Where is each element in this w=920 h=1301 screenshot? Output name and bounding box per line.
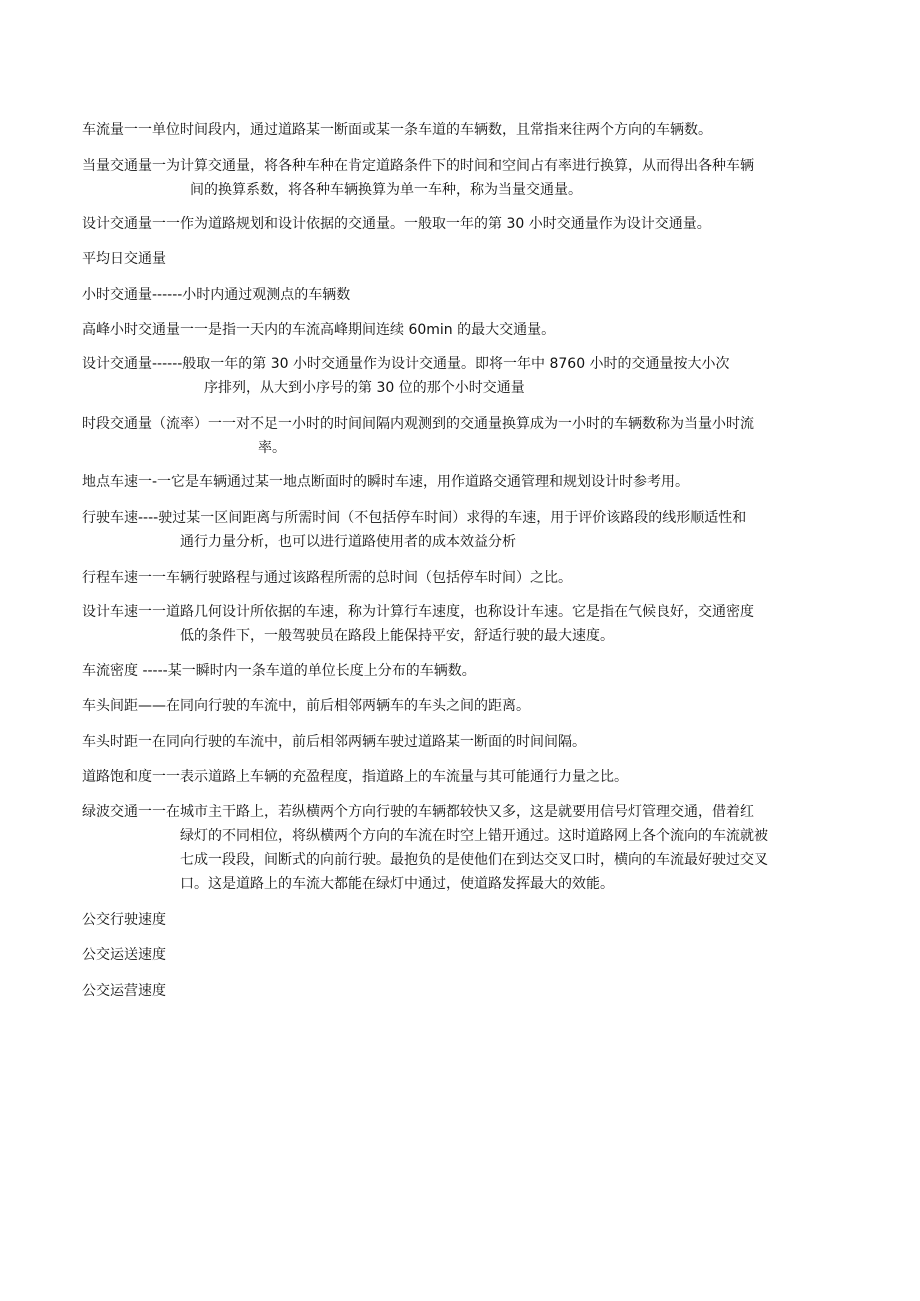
entry-line: 设计交通量------般取一年的第 30 小时交通量作为设计交通量。即将一年中 8760 小时的交通量按大小次 [82, 356, 730, 372]
entry-line: 车流密度 -----某一瞬时内一条车道的单位长度上分布的车辆数。 [82, 663, 476, 679]
entry-line: 车头间距——在同向行驶的车流中，前后相邻两辆车的车头之间的距离。 [82, 698, 530, 714]
entry-line: 绿灯的不同相位，将纵横两个方向的车流在时空上错开通过。这时道路网上各个流向的车流就被 [180, 828, 768, 844]
entry-line: 口。这是道路上的车流大都能在绿灯中通过，使道路发挥最大的效能。 [180, 876, 614, 892]
entry-green-wave-traffic [82, 800, 832, 896]
entry-design-traffic-volume-2 [82, 352, 832, 400]
entry-period-traffic-volume [82, 412, 832, 460]
entry-line: 车头时距一在同向行驶的车流中，前后相邻两辆车驶过道路某一断面的时间间隔。 [82, 734, 586, 750]
entry-headway-distance [82, 694, 832, 718]
entry-road-saturation [82, 765, 832, 789]
entry-line: 序排列，从大到小序号的第 30 位的那个小时交通量 [204, 380, 525, 396]
entry-line: 当量交通量一为计算交通量，将各种车种在肯定道路条件下的时间和空间占有率进行换算，从而得出各种车辆 [82, 158, 754, 174]
entry-bus-running-speed [82, 908, 832, 932]
entry-line: 高峰小时交通量一一是指一天内的车流高峰期间连续 60min 的最大交通量。 [82, 322, 556, 338]
entry-line: 率。 [258, 440, 286, 456]
entry-line: 间的换算系数，将各种车辆换算为单一车种，称为当量交通量。 [190, 182, 582, 198]
entry-line: 七成一段段，间断式的向前行驶。最抱负的是使他们在到达交叉口时，横向的车流最好驶过交叉 [180, 852, 768, 868]
entry-line: 平均日交通量 [82, 251, 166, 267]
entry-peak-hour-traffic-volume [82, 318, 832, 342]
entry-line: 道路饱和度一一表示道路上车辆的充盈程度，指道路上的车流量与其可能通行力量之比。 [82, 769, 628, 785]
entry-line: 车流量一一单位时间段内，通过道路某一断面或某一条车道的车辆数，且常指来往两个方向的车辆数。 [82, 122, 712, 138]
entry-bus-transport-speed [82, 943, 832, 967]
entry-line: 地点车速一-一它是车辆通过某一地点断面时的瞬时车速，用作道路交通管理和规划设计时参考用。 [82, 474, 690, 490]
entry-equivalent-traffic-volume [82, 154, 832, 202]
entry-spot-speed [82, 470, 832, 494]
entry-average-daily-traffic [82, 247, 832, 271]
entry-line: 小时交通量------小时内通过观测点的车辆数 [82, 287, 351, 303]
entry-travel-speed [82, 566, 832, 590]
entry-line: 公交运营速度 [82, 983, 166, 999]
entry-line: 低的条件下，一般驾驶员在路段上能保持平安，舒适行驶的最大速度。 [180, 628, 614, 644]
entry-running-speed [82, 506, 832, 554]
entry-line: 设计交通量一一作为道路规划和设计依据的交通量。一般取一年的第 30 小时交通量作为设计交通量。 [82, 216, 711, 232]
entry-traffic-density [82, 659, 832, 683]
entry-time-headway [82, 730, 832, 754]
entry-line: 公交运送速度 [82, 947, 166, 963]
entry-line: 设计车速一一道路几何设计所依据的车速，称为计算行车速度，也称设计车速。它是指在气候良好，交通密度 [82, 604, 754, 620]
entry-design-traffic-volume [82, 212, 832, 236]
entry-line: 公交行驶速度 [82, 912, 166, 928]
entry-line: 行程车速一一车辆行驶路程与通过该路程所需的总时间（包括停车时间）之比。 [82, 570, 572, 586]
entry-line: 通行力量分析，也可以进行道路使用者的成本效益分析 [180, 534, 516, 550]
entry-line: 时段交通量（流率）一一对不足一小时的时间间隔内观测到的交通量换算成为一小时的车辆数称为当量小时流 [82, 416, 754, 432]
entry-bus-operating-speed [82, 979, 832, 1003]
entry-design-speed [82, 600, 832, 648]
entry-line: 行驶车速----驶过某一区间距离与所需时间（不包括停车时间）求得的车速，用于评价该路段的线形顺适性和 [82, 510, 747, 526]
entry-line: 绿波交通一一在城市主干路上，若纵横两个方向行驶的车辆都较快又多，这是就要用信号灯管理交通，借着红 [82, 804, 754, 820]
entry-traffic-flow [82, 118, 832, 142]
entry-hourly-traffic-volume [82, 283, 832, 307]
